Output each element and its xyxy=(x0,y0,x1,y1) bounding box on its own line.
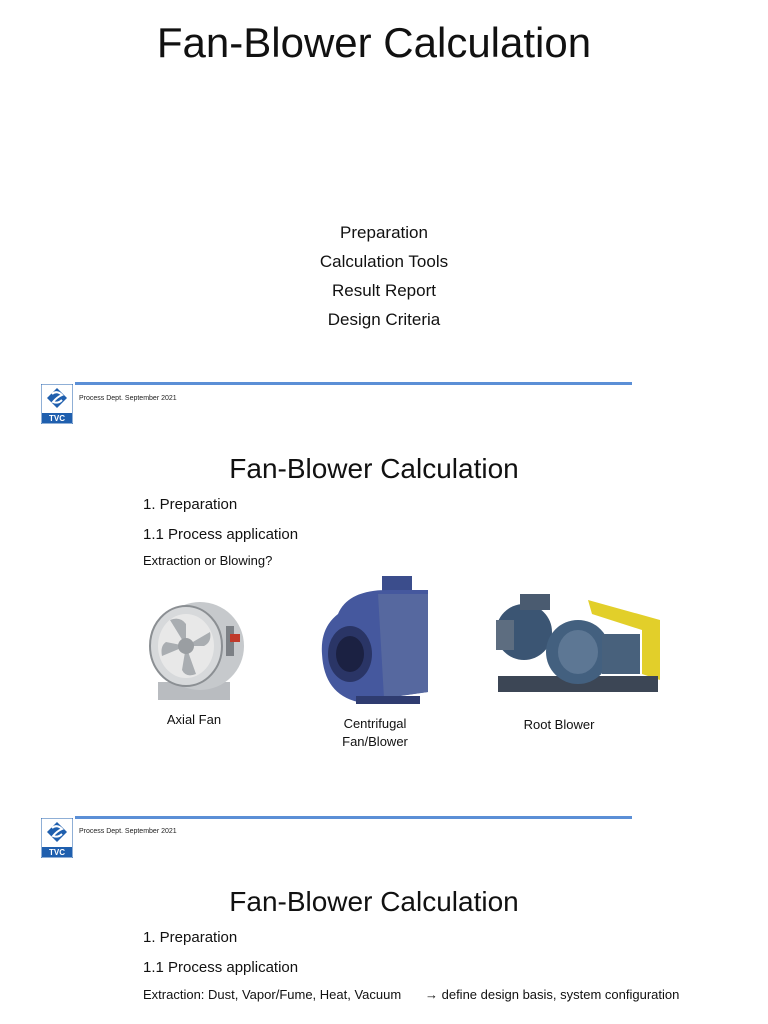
agenda-item: Calculation Tools xyxy=(319,252,449,271)
root-blower-caption: Root Blower xyxy=(523,717,595,732)
axial-fan-image xyxy=(140,600,250,708)
footer-divider xyxy=(75,382,632,385)
slide3-section: 1. Preparation xyxy=(143,929,238,946)
logo-text: TVC xyxy=(49,848,65,857)
cover-title: Fan-Blower Calculation xyxy=(156,19,592,66)
agenda-list xyxy=(0,218,768,334)
tvc-logo xyxy=(41,818,73,858)
slide2-subsection: 1.1 Process application xyxy=(143,526,299,543)
tvc-logo xyxy=(41,384,73,424)
agenda-item: Design Criteria xyxy=(327,310,441,329)
slide3-extraction-line: Extraction: Dust, Vapor/Fume, Heat, Vacuum xyxy=(143,987,402,1002)
centrifugal-caption-line2: Fan/Blower xyxy=(342,734,408,749)
agenda-item: Result Report xyxy=(332,281,436,300)
slide3-title: Fan-Blower Calculation xyxy=(229,886,519,917)
footer-text: Process Dept. September 2021 xyxy=(79,395,177,402)
agenda-item: Preparation xyxy=(340,223,428,242)
slide3-design-basis-line: → define design basis, system configuration xyxy=(425,987,680,1002)
slide2-question: Extraction or Blowing? xyxy=(143,553,273,568)
slide3-subsection: 1.1 Process application xyxy=(143,959,299,976)
footer-divider xyxy=(75,816,632,819)
centrifugal-fan-image xyxy=(318,574,436,710)
axial-fan-caption: Axial Fan xyxy=(166,712,222,727)
logo-text: TVC xyxy=(49,414,65,423)
centrifugal-caption-line1: Centrifugal xyxy=(343,716,407,731)
slide2-title: Fan-Blower Calculation xyxy=(229,453,519,484)
slide2-section: 1. Preparation xyxy=(143,496,238,513)
footer-text: Process Dept. September 2021 xyxy=(79,828,177,835)
root-blower-image xyxy=(492,590,664,710)
